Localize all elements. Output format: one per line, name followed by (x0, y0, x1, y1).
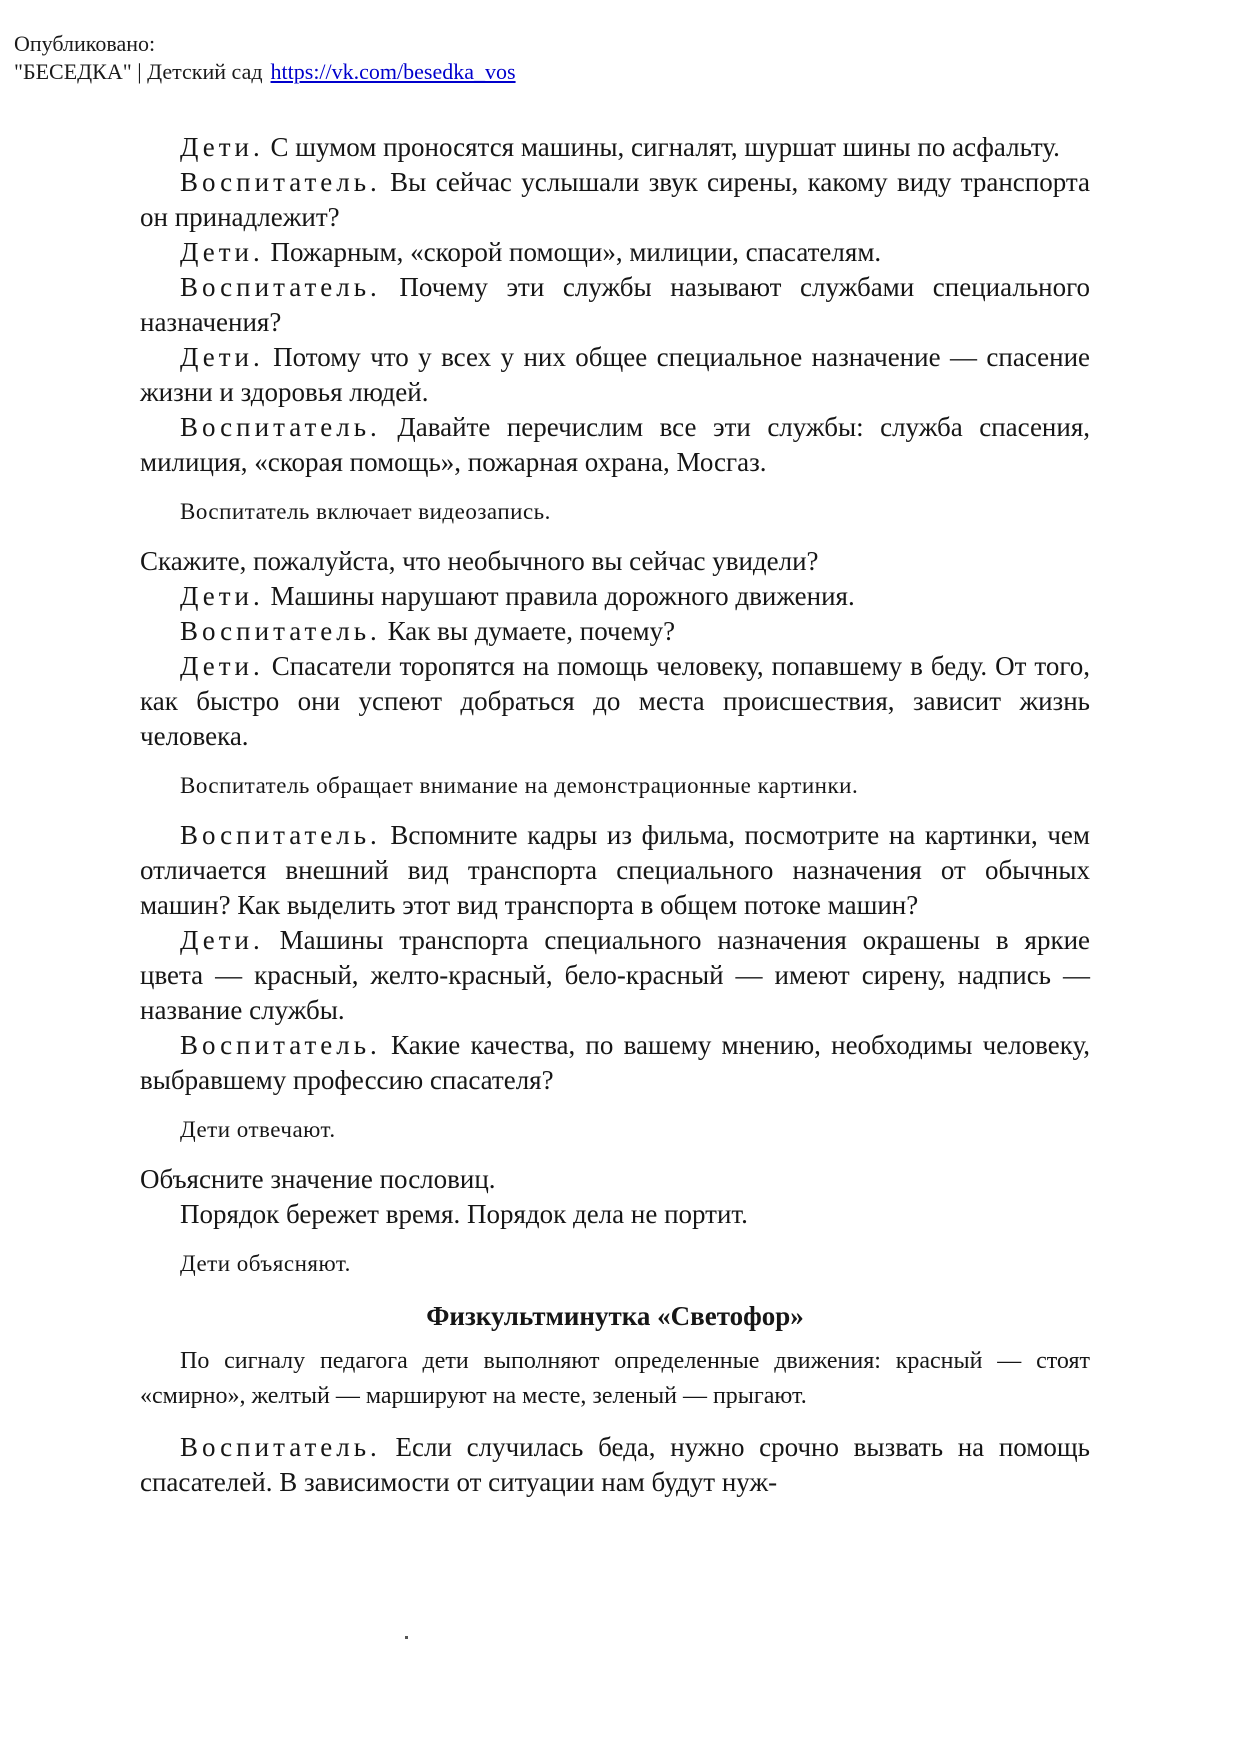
proverbs-intro: Объясните значение пословиц. (140, 1164, 496, 1194)
document-body (140, 130, 1090, 1500)
dialogue-text: Вспомните кадры из фильма, посмотрите на картинки, чем отличается внешний вид транспорта специального назначения от обычных машин? Как выделить этот вид транспорта в общем потоке машин? (140, 820, 1090, 920)
speaker-label: Дети. (180, 342, 264, 372)
dialogue-line (140, 235, 1090, 270)
dialogue-text: Давайте перечислим все эти службы: служба спасения, милиция, «скорая помощь», пожарная охрана, Мосгаз. (140, 412, 1090, 477)
speaker-label: Воспитатель. (180, 1432, 381, 1462)
speaker-label: Дети. (180, 581, 264, 611)
speaker-label: Воспитатель. (180, 272, 381, 302)
dialogue-text: Спасатели торопятся на помощь человеку, попавшему в беду. От того, как быстро они успеют добраться до места происшествия, зависит жизнь человека. (140, 651, 1090, 751)
speaker-label: Дети. (180, 237, 264, 267)
dialogue-line (140, 923, 1090, 1028)
source-line (14, 58, 516, 86)
dialogue-text: Если случилась беда, нужно срочно вызвать на помощь спасателей. В зависимости от ситуации нам будут нуж- (140, 1432, 1090, 1497)
dialogue-line (140, 649, 1090, 754)
dialogue-text: Почему эти службы называют службами специального назначения? (140, 272, 1090, 337)
dialogue-line (140, 340, 1090, 410)
question-unusual: Скажите, пожалуйста, что необычного вы сейчас увидели? (140, 546, 819, 576)
dialogue-text: Потому что у всех у них общее специальное назначение — спасение жизни и здоровья людей. (140, 342, 1090, 407)
speaker-label: Воспитатель. (180, 167, 381, 197)
publication-header (14, 30, 516, 86)
dialogue-line (140, 165, 1090, 235)
stage-note-pictures: Воспитатель обращает внимание на демонстрационные картинки. (180, 773, 859, 798)
dialogue-text: Пожарным, «скорой помощи», милиции, спасателям. (263, 237, 882, 267)
dialogue-text: Вы сейчас услышали звук сирены, какому виду транспорта он принадлежит? (140, 167, 1090, 232)
speaker-label: Дети. (180, 132, 264, 162)
exercise-instruction: По сигналу педагога дети выполняют определенные движения: красный — стоят «смирно», желтый — маршируют на месте, зеленый — прыгают. (140, 1348, 1090, 1409)
published-label: Опубликовано: (14, 31, 156, 56)
dialogue-text: Машины нарушают правила дорожного движения. (263, 581, 855, 611)
proverbs-text: Порядок бережет время. Порядок дела не портит. (180, 1199, 748, 1229)
stage-note-answer: Дети отвечают. (180, 1117, 336, 1142)
speaker-label: Воспитатель. (180, 820, 381, 850)
dialogue-line (140, 270, 1090, 340)
dialogue-line (140, 130, 1090, 165)
speaker-label: Дети. (180, 651, 264, 681)
dialogue-line (140, 579, 1090, 614)
dialogue-line (140, 818, 1090, 923)
scan-speck (405, 1636, 408, 1639)
dialogue-line (140, 410, 1090, 480)
speaker-label: Воспитатель. (180, 412, 381, 442)
dialogue-line (140, 614, 1090, 649)
dialogue-text: С шумом проносятся машины, сигналят, шуршат шины по асфальту. (263, 132, 1060, 162)
dialogue-text: Машины транспорта специального назначения окрашены в яркие цвета — красный, желто-красный, бело-красный — имеют сирену, надпись — название службы. (140, 925, 1090, 1025)
stage-note-explain: Дети объясняют. (180, 1251, 351, 1276)
dialogue-line (140, 1028, 1090, 1098)
speaker-label: Дети. (180, 925, 264, 955)
section-title: Физкультминутка «Светофор» (426, 1301, 804, 1331)
dialogue-text: Как вы думаете, почему? (380, 616, 676, 646)
speaker-label: Воспитатель. (180, 1030, 381, 1060)
stage-note-video: Воспитатель включает видеозапись. (180, 499, 551, 524)
dialogue-line (140, 1430, 1090, 1500)
speaker-label: Воспитатель. (180, 616, 381, 646)
dialogue-text: Какие качества, по вашему мнению, необходимы человеку, выбравшему профессию спасателя? (140, 1030, 1090, 1095)
source-name: "БЕСЕДКА" | Детский сад (14, 59, 263, 84)
source-link[interactable]: https://vk.com/besedka_vos (270, 59, 516, 84)
